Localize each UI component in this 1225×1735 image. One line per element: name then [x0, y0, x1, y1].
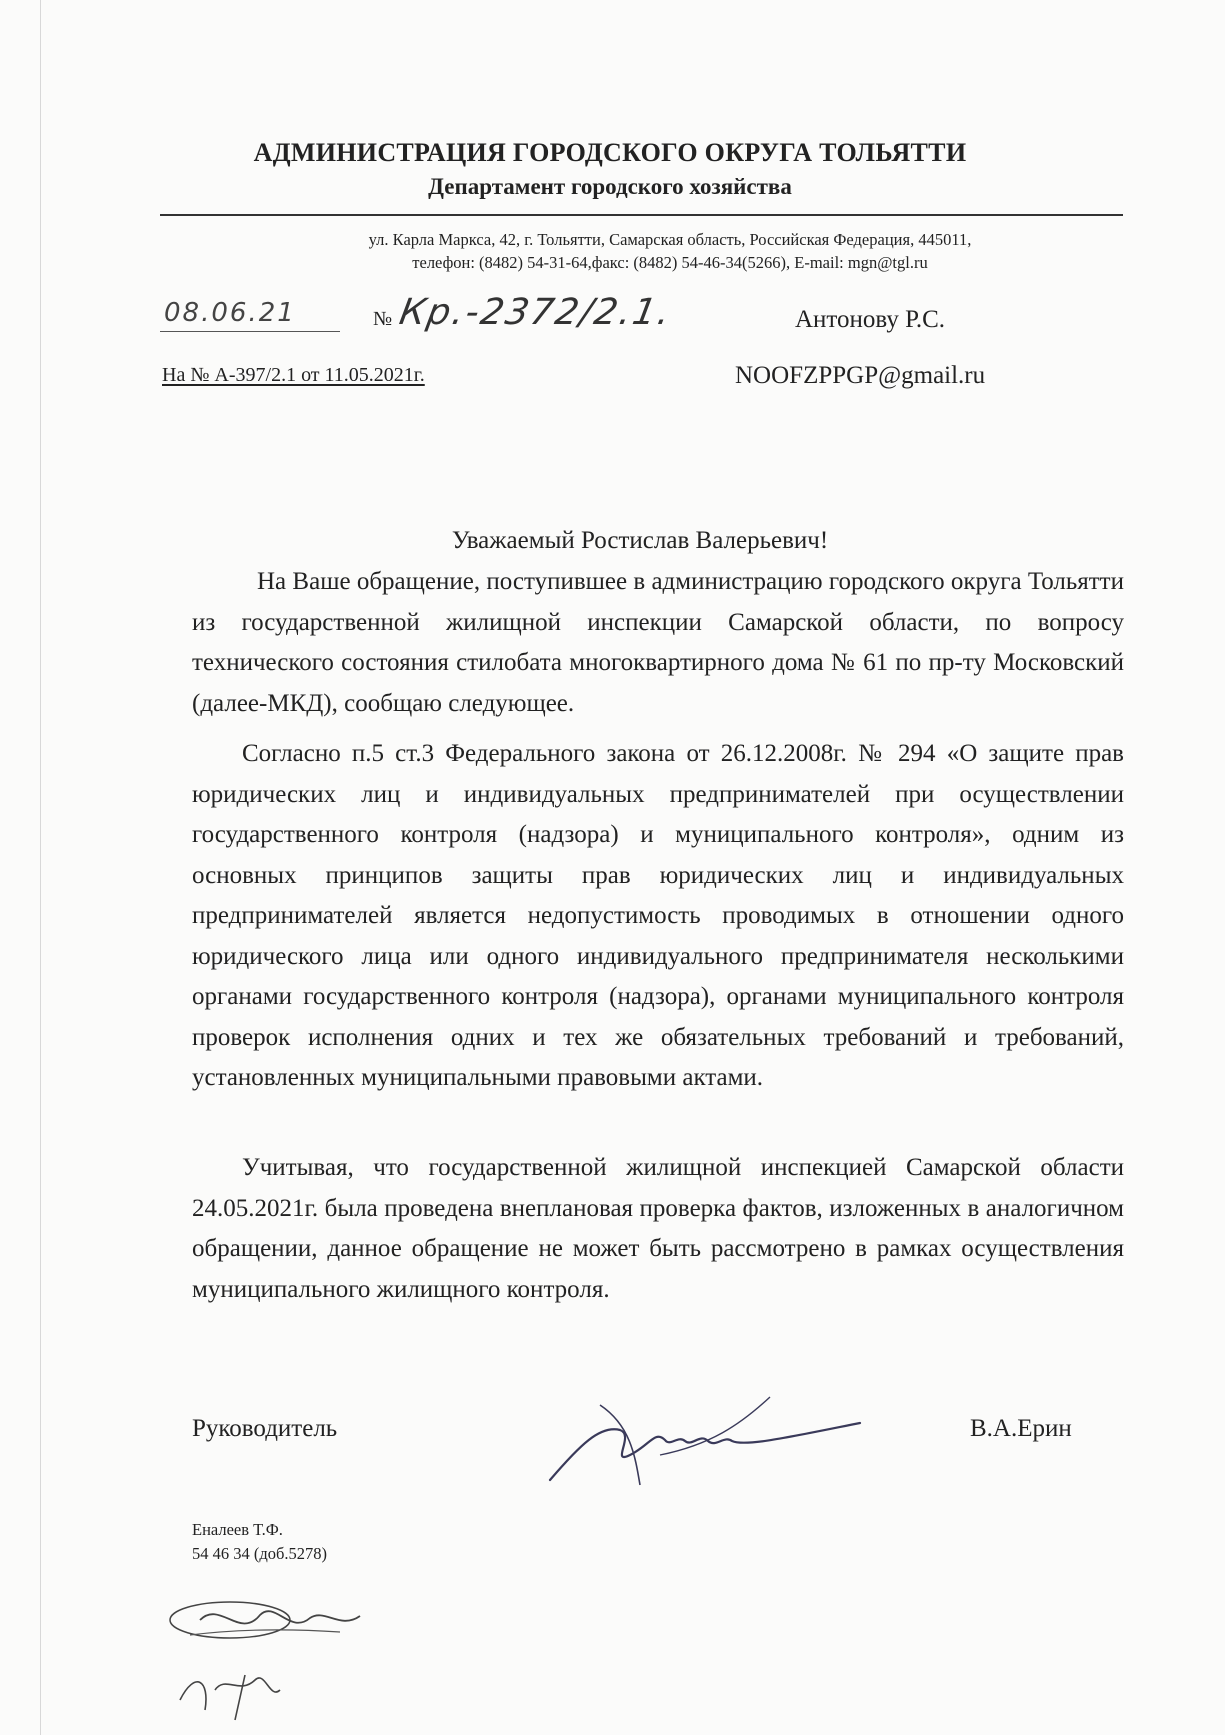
address-line: ул. Карла Маркса, 42, г. Тольятти, Самарская область, Российская Федерация, 445011,	[368, 230, 972, 249]
recipient-name: Антонову Р.С.	[795, 306, 946, 333]
registration-number-label: №	[373, 308, 393, 330]
handwritten-signature	[540, 1385, 870, 1495]
salutation: Уважаемый Ростислав Валерьевич!	[451, 527, 829, 554]
scan-edge	[40, 0, 41, 1735]
organization-title: АДМИНИСТРАЦИЯ ГОРОДСКОГО ОКРУГА ТОЛЬЯТТИ	[253, 138, 967, 167]
executor-name: Еналеев Т.Ф.	[192, 1520, 283, 1539]
body-paragraph: Учитывая, что государственной жилищной инспекцией Самарской области 24.05.2021г. была проведена внеплановая проверка фактов, изложенных в аналогичном обращении, данное обращение не может быть рассмотрено в рамках осуществления муниципального жилищного контроля.	[192, 1154, 1124, 1303]
header-divider	[160, 214, 1123, 216]
approval-signatures	[160, 1580, 380, 1730]
registration-number: Кр.-2372/2.1.	[396, 292, 675, 333]
contact-line: телефон: (8482) 54-31-64,факс: (8482) 54-46-34(5266), E-mail: mgn@tgl.ru	[412, 253, 928, 272]
body-paragraph: На Ваше обращение, поступившее в администрацию городского округа Тольятти из государственной жилищной инспекции Самарской области, по вопросу технического состояния стилобата многоквартирного дома № 61 по пр-ту Московский (далее-МКД), сообщаю следующее.	[192, 568, 1124, 717]
body-paragraph: Согласно п.5 ст.3 Федерального закона от 26.12.2008г. № 294 «О защите прав юридических лиц и индивидуальных предпринимателей при осуществлении государственного контроля (надзора) и муниципального контроля», одним из основных принципов защиты прав юридических лиц и индивидуальных предпринимателей является недопустимость проводимых в отношении одного юридического лица или одного индивидуального предпринимателя несколькими органами государственного контроля (надзора), органами муниципального контроля проверок исполнения одних и тех же обязательных требований и требований, установленных муниципальными правовыми актами.	[192, 740, 1124, 1091]
registration-date: 08.06.21	[160, 298, 340, 332]
signatory-role: Руководитель	[192, 1415, 338, 1442]
department-title: Департамент городского хозяйства	[428, 174, 792, 199]
reply-reference: На № А-397/2.1 от 11.05.2021г.	[162, 364, 425, 386]
executor-phone: 54 46 34 (доб.5278)	[192, 1544, 328, 1563]
recipient-email: NOOFZPPGP@gmail.ru	[735, 362, 986, 389]
signatory-name: В.А.Ерин	[970, 1415, 1072, 1442]
